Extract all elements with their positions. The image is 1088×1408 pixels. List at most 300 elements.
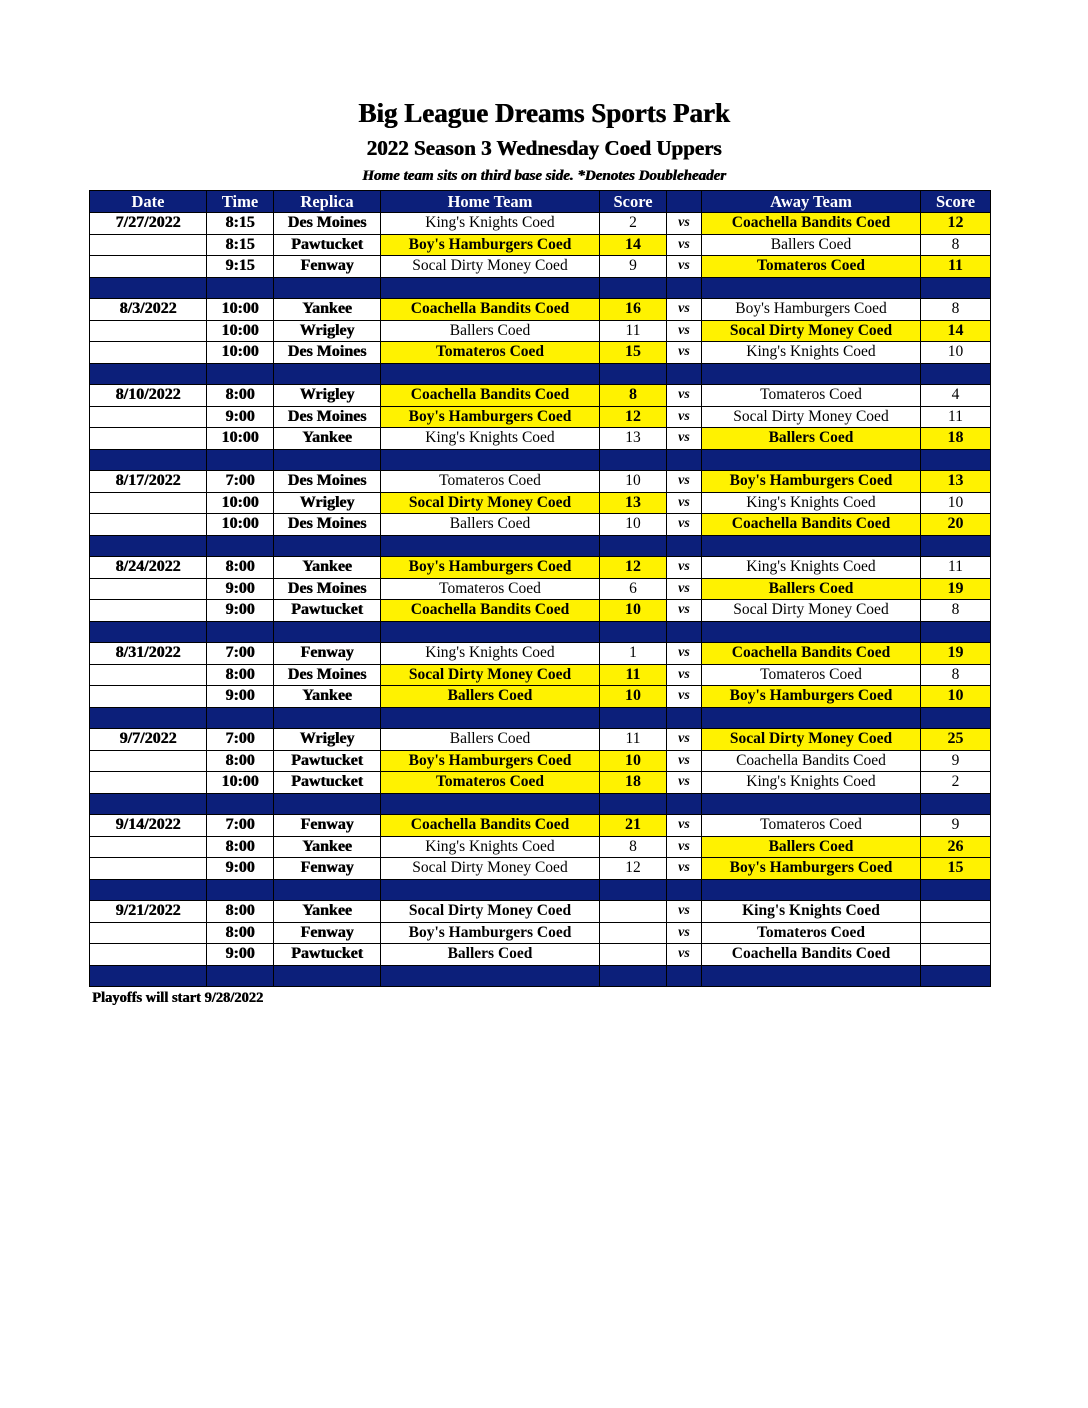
separator-cell xyxy=(600,449,667,471)
date-cell xyxy=(90,922,207,944)
replica-cell: Fenway xyxy=(274,815,381,837)
away-score-cell: 26 xyxy=(921,836,991,858)
away-team-cell: King's Knights Coed xyxy=(702,342,921,364)
separator-cell xyxy=(207,621,274,643)
table-row xyxy=(90,213,991,235)
home-score-cell: 12 xyxy=(600,406,667,428)
separator-cell xyxy=(921,879,991,901)
separator-cell xyxy=(274,965,381,987)
separator-cell xyxy=(921,363,991,385)
away-score-cell: 10 xyxy=(921,686,991,708)
replica-cell: Wrigley xyxy=(274,492,381,514)
vs-cell: vs xyxy=(667,686,702,708)
separator-cell xyxy=(667,621,702,643)
replica-cell: Yankee xyxy=(274,299,381,321)
separator-cell xyxy=(702,965,921,987)
col-header-away-score: Score xyxy=(921,191,991,213)
home-team-cell: Tomateros Coed xyxy=(381,471,600,493)
table-row xyxy=(90,385,991,407)
schedule-note: Home team sits on third base side. *Denotes Doubleheader xyxy=(362,168,726,184)
replica-cell: Fenway xyxy=(274,922,381,944)
page-subtitle: 2022 Season 3 Wednesday Coed Uppers xyxy=(366,136,722,160)
time-cell: 7:00 xyxy=(207,815,274,837)
week-separator-row xyxy=(90,277,991,299)
page-title: Big League Dreams Sports Park xyxy=(358,98,730,128)
time-cell: 8:15 xyxy=(207,213,274,235)
table-row xyxy=(90,858,991,880)
separator-cell xyxy=(702,793,921,815)
vs-cell: vs xyxy=(667,514,702,536)
home-score-cell: 10 xyxy=(600,686,667,708)
separator-cell xyxy=(274,793,381,815)
separator-cell xyxy=(90,621,207,643)
separator-cell xyxy=(381,535,600,557)
separator-cell xyxy=(702,363,921,385)
replica-cell: Wrigley xyxy=(274,320,381,342)
separator-cell xyxy=(207,965,274,987)
time-cell: 10:00 xyxy=(207,492,274,514)
time-cell: 9:00 xyxy=(207,406,274,428)
home-score-cell: 2 xyxy=(600,213,667,235)
away-score-cell: 13 xyxy=(921,471,991,493)
separator-cell xyxy=(667,535,702,557)
away-score-cell: 15 xyxy=(921,858,991,880)
away-score-cell: 19 xyxy=(921,578,991,600)
vs-cell: vs xyxy=(667,234,702,256)
away-score-cell: 11 xyxy=(921,557,991,579)
separator-cell xyxy=(921,621,991,643)
vs-cell: vs xyxy=(667,557,702,579)
date-cell: 8/10/2022 xyxy=(90,385,207,407)
home-team-cell: Ballers Coed xyxy=(381,729,600,751)
home-team-cell: Boy's Hamburgers Coed xyxy=(381,557,600,579)
col-header-home-score: Score xyxy=(600,191,667,213)
separator-cell xyxy=(274,621,381,643)
table-row xyxy=(90,643,991,665)
away-team-cell: Socal Dirty Money Coed xyxy=(702,729,921,751)
table-row xyxy=(90,600,991,622)
date-cell: 9/7/2022 xyxy=(90,729,207,751)
time-cell: 9:00 xyxy=(207,578,274,600)
home-team-cell: King's Knights Coed xyxy=(381,836,600,858)
home-score-cell: 12 xyxy=(600,858,667,880)
away-team-cell: Coachella Bandits Coed xyxy=(702,750,921,772)
away-team-cell: Tomateros Coed xyxy=(702,664,921,686)
home-score-cell: 11 xyxy=(600,320,667,342)
replica-cell: Pawtucket xyxy=(274,600,381,622)
time-cell: 10:00 xyxy=(207,514,274,536)
away-team-cell: Coachella Bandits Coed xyxy=(702,643,921,665)
date-cell: 7/27/2022 xyxy=(90,213,207,235)
separator-cell xyxy=(921,707,991,729)
home-team-cell: Coachella Bandits Coed xyxy=(381,299,600,321)
time-cell: 9:00 xyxy=(207,600,274,622)
date-cell xyxy=(90,320,207,342)
col-header-away-team: Away Team xyxy=(702,191,921,213)
separator-cell xyxy=(207,277,274,299)
home-score-cell: 16 xyxy=(600,299,667,321)
home-team-cell: King's Knights Coed xyxy=(381,213,600,235)
separator-cell xyxy=(702,621,921,643)
away-team-cell: Boy's Hamburgers Coed xyxy=(702,299,921,321)
away-score-cell: 8 xyxy=(921,234,991,256)
table-row xyxy=(90,428,991,450)
away-team-cell: Boy's Hamburgers Coed xyxy=(702,471,921,493)
away-team-cell: Boy's Hamburgers Coed xyxy=(702,686,921,708)
vs-cell: vs xyxy=(667,471,702,493)
vs-cell: vs xyxy=(667,836,702,858)
away-score-cell: 9 xyxy=(921,750,991,772)
home-score-cell: 13 xyxy=(600,428,667,450)
vs-cell: vs xyxy=(667,213,702,235)
week-separator-row xyxy=(90,621,991,643)
time-cell: 8:00 xyxy=(207,557,274,579)
replica-cell: Des Moines xyxy=(274,514,381,536)
vs-cell: vs xyxy=(667,944,702,966)
separator-cell xyxy=(600,277,667,299)
date-cell xyxy=(90,750,207,772)
replica-cell: Yankee xyxy=(274,836,381,858)
replica-cell: Des Moines xyxy=(274,471,381,493)
vs-cell: vs xyxy=(667,750,702,772)
week-separator-row xyxy=(90,879,991,901)
away-score-cell: 8 xyxy=(921,600,991,622)
time-cell: 8:00 xyxy=(207,922,274,944)
separator-cell xyxy=(274,879,381,901)
date-cell: 8/31/2022 xyxy=(90,643,207,665)
away-team-cell: Boy's Hamburgers Coed xyxy=(702,858,921,880)
table-row xyxy=(90,492,991,514)
col-header-replica: Replica xyxy=(274,191,381,213)
time-cell: 9:00 xyxy=(207,858,274,880)
week-separator-row xyxy=(90,363,991,385)
replica-cell: Wrigley xyxy=(274,385,381,407)
home-team-cell: Coachella Bandits Coed xyxy=(381,600,600,622)
away-score-cell: 20 xyxy=(921,514,991,536)
time-cell: 8:00 xyxy=(207,750,274,772)
table-row xyxy=(90,234,991,256)
table-row xyxy=(90,299,991,321)
week-separator-row xyxy=(90,449,991,471)
replica-cell: Yankee xyxy=(274,901,381,923)
home-team-cell: Ballers Coed xyxy=(381,514,600,536)
away-score-cell: 25 xyxy=(921,729,991,751)
replica-cell: Des Moines xyxy=(274,213,381,235)
vs-cell: vs xyxy=(667,299,702,321)
separator-cell xyxy=(90,965,207,987)
home-score-cell xyxy=(600,922,667,944)
table-row xyxy=(90,342,991,364)
table-row xyxy=(90,944,991,966)
home-score-cell xyxy=(600,901,667,923)
separator-cell xyxy=(274,707,381,729)
date-cell xyxy=(90,234,207,256)
separator-cell xyxy=(667,363,702,385)
separator-cell xyxy=(600,793,667,815)
home-score-cell: 21 xyxy=(600,815,667,837)
away-team-cell: Coachella Bandits Coed xyxy=(702,213,921,235)
separator-cell xyxy=(600,621,667,643)
separator-cell xyxy=(667,793,702,815)
separator-cell xyxy=(90,277,207,299)
away-score-cell: 8 xyxy=(921,299,991,321)
separator-cell xyxy=(207,449,274,471)
away-score-cell xyxy=(921,944,991,966)
replica-cell: Pawtucket xyxy=(274,234,381,256)
col-header-vs xyxy=(667,191,702,213)
time-cell: 9:15 xyxy=(207,256,274,278)
away-score-cell: 4 xyxy=(921,385,991,407)
vs-cell: vs xyxy=(667,578,702,600)
away-team-cell: King's Knights Coed xyxy=(702,772,921,794)
vs-cell: vs xyxy=(667,858,702,880)
separator-cell xyxy=(381,621,600,643)
time-cell: 10:00 xyxy=(207,320,274,342)
away-team-cell: Socal Dirty Money Coed xyxy=(702,600,921,622)
separator-cell xyxy=(600,707,667,729)
replica-cell: Des Moines xyxy=(274,664,381,686)
vs-cell: vs xyxy=(667,492,702,514)
replica-cell: Wrigley xyxy=(274,729,381,751)
separator-cell xyxy=(207,363,274,385)
away-score-cell: 19 xyxy=(921,643,991,665)
col-header-date: Date xyxy=(90,191,207,213)
home-team-cell: Ballers Coed xyxy=(381,944,600,966)
separator-cell xyxy=(667,449,702,471)
home-score-cell: 10 xyxy=(600,514,667,536)
date-cell xyxy=(90,492,207,514)
replica-cell: Pawtucket xyxy=(274,944,381,966)
date-cell xyxy=(90,600,207,622)
time-cell: 8:00 xyxy=(207,836,274,858)
home-team-cell: Socal Dirty Money Coed xyxy=(381,664,600,686)
home-team-cell: Boy's Hamburgers Coed xyxy=(381,750,600,772)
vs-cell: vs xyxy=(667,643,702,665)
replica-cell: Des Moines xyxy=(274,406,381,428)
date-cell: 9/14/2022 xyxy=(90,815,207,837)
separator-cell xyxy=(667,965,702,987)
home-team-cell: Tomateros Coed xyxy=(381,578,600,600)
date-cell xyxy=(90,664,207,686)
vs-cell: vs xyxy=(667,815,702,837)
vs-cell: vs xyxy=(667,320,702,342)
time-cell: 8:00 xyxy=(207,385,274,407)
table-row xyxy=(90,772,991,794)
playoffs-note: Playoffs will start 9/28/2022 xyxy=(92,990,264,1006)
away-team-cell: King's Knights Coed xyxy=(702,492,921,514)
separator-cell xyxy=(90,363,207,385)
home-team-cell: Boy's Hamburgers Coed xyxy=(381,922,600,944)
table-header-row xyxy=(90,191,991,213)
home-score-cell: 13 xyxy=(600,492,667,514)
time-cell: 9:00 xyxy=(207,686,274,708)
separator-cell xyxy=(207,535,274,557)
date-cell: 8/17/2022 xyxy=(90,471,207,493)
home-score-cell: 12 xyxy=(600,557,667,579)
replica-cell: Yankee xyxy=(274,428,381,450)
table-row xyxy=(90,578,991,600)
date-cell xyxy=(90,772,207,794)
time-cell: 10:00 xyxy=(207,772,274,794)
away-team-cell: Socal Dirty Money Coed xyxy=(702,406,921,428)
separator-cell xyxy=(274,535,381,557)
separator-cell xyxy=(921,965,991,987)
separator-cell xyxy=(921,449,991,471)
time-cell: 10:00 xyxy=(207,342,274,364)
replica-cell: Des Moines xyxy=(274,342,381,364)
separator-cell xyxy=(702,449,921,471)
separator-cell xyxy=(274,449,381,471)
date-cell xyxy=(90,944,207,966)
time-cell: 8:15 xyxy=(207,234,274,256)
time-cell: 7:00 xyxy=(207,643,274,665)
table-row xyxy=(90,922,991,944)
week-separator-row xyxy=(90,965,991,987)
vs-cell: vs xyxy=(667,922,702,944)
week-separator-row xyxy=(90,793,991,815)
col-header-home-team: Home Team xyxy=(381,191,600,213)
away-team-cell: Tomateros Coed xyxy=(702,815,921,837)
home-score-cell: 10 xyxy=(600,750,667,772)
separator-cell xyxy=(90,535,207,557)
home-score-cell: 1 xyxy=(600,643,667,665)
away-score-cell: 11 xyxy=(921,406,991,428)
away-team-cell: Ballers Coed xyxy=(702,234,921,256)
home-team-cell: Ballers Coed xyxy=(381,686,600,708)
separator-cell xyxy=(381,879,600,901)
separator-cell xyxy=(381,277,600,299)
home-score-cell: 6 xyxy=(600,578,667,600)
replica-cell: Yankee xyxy=(274,686,381,708)
time-cell: 7:00 xyxy=(207,729,274,751)
away-team-cell: King's Knights Coed xyxy=(702,557,921,579)
separator-cell xyxy=(667,879,702,901)
separator-cell xyxy=(381,793,600,815)
date-cell xyxy=(90,578,207,600)
table-row xyxy=(90,320,991,342)
vs-cell: vs xyxy=(667,772,702,794)
time-cell: 10:00 xyxy=(207,299,274,321)
week-separator-row xyxy=(90,707,991,729)
table-row xyxy=(90,815,991,837)
vs-cell: vs xyxy=(667,342,702,364)
away-team-cell: Coachella Bandits Coed xyxy=(702,514,921,536)
away-team-cell: Coachella Bandits Coed xyxy=(702,944,921,966)
table-row xyxy=(90,256,991,278)
home-score-cell: 15 xyxy=(600,342,667,364)
schedule-body xyxy=(90,213,991,987)
date-cell xyxy=(90,514,207,536)
away-team-cell: Ballers Coed xyxy=(702,578,921,600)
table-row xyxy=(90,729,991,751)
date-cell xyxy=(90,836,207,858)
replica-cell: Yankee xyxy=(274,557,381,579)
time-cell: 9:00 xyxy=(207,944,274,966)
home-team-cell: Socal Dirty Money Coed xyxy=(381,858,600,880)
separator-cell xyxy=(600,879,667,901)
away-team-cell: Ballers Coed xyxy=(702,428,921,450)
home-team-cell: King's Knights Coed xyxy=(381,643,600,665)
vs-cell: vs xyxy=(667,428,702,450)
vs-cell: vs xyxy=(667,256,702,278)
away-team-cell: Ballers Coed xyxy=(702,836,921,858)
separator-cell xyxy=(702,879,921,901)
replica-cell: Des Moines xyxy=(274,578,381,600)
table-row xyxy=(90,901,991,923)
separator-cell xyxy=(207,879,274,901)
date-cell xyxy=(90,342,207,364)
home-score-cell: 8 xyxy=(600,385,667,407)
separator-cell xyxy=(600,363,667,385)
date-cell xyxy=(90,256,207,278)
separator-cell xyxy=(90,793,207,815)
separator-cell xyxy=(921,793,991,815)
separator-cell xyxy=(600,535,667,557)
date-cell: 8/3/2022 xyxy=(90,299,207,321)
away-score-cell: 8 xyxy=(921,664,991,686)
table-row xyxy=(90,514,991,536)
home-team-cell: Coachella Bandits Coed xyxy=(381,815,600,837)
home-score-cell: 10 xyxy=(600,600,667,622)
separator-cell xyxy=(90,449,207,471)
away-score-cell: 10 xyxy=(921,342,991,364)
home-team-cell: Socal Dirty Money Coed xyxy=(381,256,600,278)
table-row xyxy=(90,686,991,708)
time-cell: 10:00 xyxy=(207,428,274,450)
home-team-cell: King's Knights Coed xyxy=(381,428,600,450)
separator-cell xyxy=(207,707,274,729)
away-team-cell: Tomateros Coed xyxy=(702,385,921,407)
replica-cell: Pawtucket xyxy=(274,772,381,794)
separator-cell xyxy=(702,707,921,729)
away-team-cell: Tomateros Coed xyxy=(702,256,921,278)
table-row xyxy=(90,750,991,772)
time-cell: 8:00 xyxy=(207,664,274,686)
time-cell: 7:00 xyxy=(207,471,274,493)
replica-cell: Fenway xyxy=(274,256,381,278)
home-team-cell: Coachella Bandits Coed xyxy=(381,385,600,407)
table-row xyxy=(90,471,991,493)
home-team-cell: Boy's Hamburgers Coed xyxy=(381,406,600,428)
separator-cell xyxy=(381,707,600,729)
away-team-cell: King's Knights Coed xyxy=(702,901,921,923)
away-score-cell: 14 xyxy=(921,320,991,342)
separator-cell xyxy=(667,277,702,299)
away-score-cell: 12 xyxy=(921,213,991,235)
schedule-table xyxy=(89,190,991,987)
date-cell xyxy=(90,686,207,708)
separator-cell xyxy=(381,363,600,385)
separator-cell xyxy=(600,965,667,987)
home-team-cell: Ballers Coed xyxy=(381,320,600,342)
home-score-cell xyxy=(600,944,667,966)
separator-cell xyxy=(381,965,600,987)
home-team-cell: Socal Dirty Money Coed xyxy=(381,901,600,923)
away-score-cell: 11 xyxy=(921,256,991,278)
separator-cell xyxy=(90,879,207,901)
time-cell: 8:00 xyxy=(207,901,274,923)
home-team-cell: Tomateros Coed xyxy=(381,342,600,364)
vs-cell: vs xyxy=(667,385,702,407)
home-score-cell: 8 xyxy=(600,836,667,858)
away-score-cell: 18 xyxy=(921,428,991,450)
home-score-cell: 11 xyxy=(600,729,667,751)
separator-cell xyxy=(921,277,991,299)
home-team-cell: Boy's Hamburgers Coed xyxy=(381,234,600,256)
home-score-cell: 18 xyxy=(600,772,667,794)
home-score-cell: 9 xyxy=(600,256,667,278)
vs-cell: vs xyxy=(667,664,702,686)
